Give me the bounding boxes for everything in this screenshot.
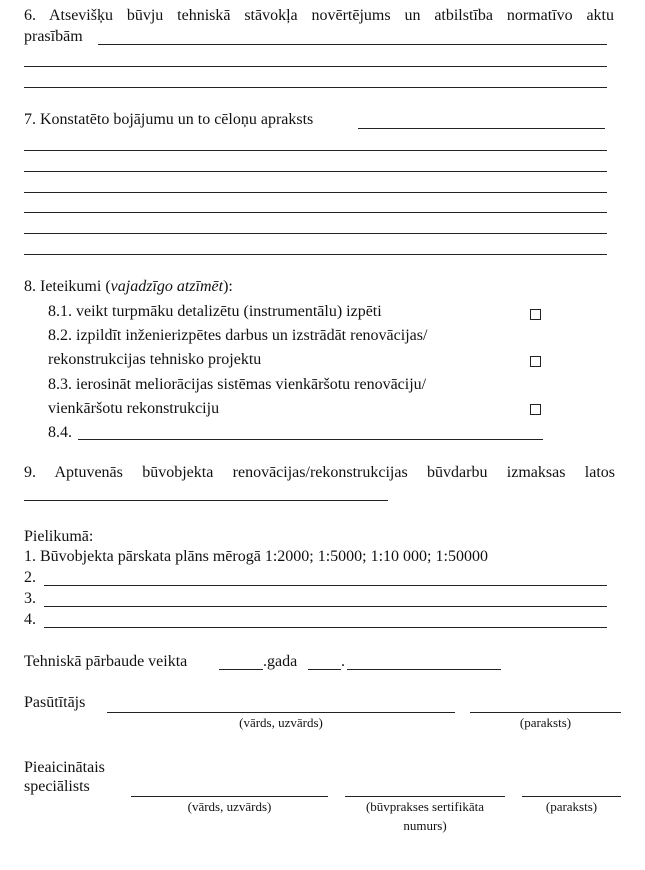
specialist-cert-caption: (būvprakses sertifikāta xyxy=(365,799,485,814)
heading-italic: vajadzīgo atzīmēt xyxy=(110,278,224,295)
client-name-field[interactable] xyxy=(107,712,455,713)
section-6-title-cont: prasībām xyxy=(24,28,83,45)
specialist-label-cont: speciālists xyxy=(24,778,90,795)
inspection-label: Tehniskā pārbaude veikta xyxy=(24,653,188,670)
specialist-cert-caption-cont: numurs) xyxy=(403,818,447,833)
specialist-signature-caption: (paraksts) xyxy=(545,799,598,814)
section-7-field-line[interactable] xyxy=(24,212,607,213)
attachment-4-label: 4. xyxy=(24,611,36,628)
section-7-field-line[interactable] xyxy=(24,150,607,151)
section-7-title: 7. Konstatēto bojājumu un to cēloņu apraksts xyxy=(24,111,314,128)
recommendation-8-1: 8.1. veikt turpmāku detalizētu (instrumentālu) izpēti xyxy=(48,303,382,320)
attachment-1: 1. Būvobjekta pārskata plāns mērogā 1:2000; 1:5000; 1:10 000; 1:50000 xyxy=(24,548,488,565)
inspection-day-field[interactable] xyxy=(308,669,341,670)
specialist-label: Pieaicinātais xyxy=(24,759,105,776)
attachment-2-field[interactable] xyxy=(44,585,607,586)
section-7-field[interactable] xyxy=(358,128,605,129)
inspection-dot: . xyxy=(341,653,345,670)
attachments-heading: Pielikumā: xyxy=(24,528,94,545)
section-9-field[interactable] xyxy=(24,500,388,501)
heading-text: ): xyxy=(223,278,233,295)
client-signature-caption: (paraksts) xyxy=(519,715,572,730)
specialist-name-caption: (vārds, uzvārds) xyxy=(187,799,272,814)
client-label: Pasūtītājs xyxy=(24,694,86,711)
section-7-field-line[interactable] xyxy=(24,233,607,234)
section-7-field-line[interactable] xyxy=(24,254,607,255)
recommendation-8-2-cont: rekonstrukcijas tehnisko projektu xyxy=(48,351,262,368)
inspection-year-field[interactable] xyxy=(219,669,263,670)
recommendation-8-4-field[interactable] xyxy=(78,439,543,440)
section-9-title: 9. Aptuvenās būvobjekta renovācijas/rekonstrukcijas būvdarbu izmaksas latos xyxy=(24,464,615,481)
section-6-field[interactable] xyxy=(98,44,607,45)
specialist-signature-field[interactable] xyxy=(522,796,621,797)
recommendation-8-3: 8.3. ierosināt meliorācijas sistēmas vienkāršotu renovāciju/ xyxy=(48,376,427,393)
recommendation-8-3-cont: vienkāršotu rekonstrukciju xyxy=(48,400,220,417)
recommendation-8-4-label: 8.4. xyxy=(48,424,72,441)
inspection-month-field[interactable] xyxy=(347,669,501,670)
section-6-field-line[interactable] xyxy=(24,87,607,88)
attachment-3-field[interactable] xyxy=(44,606,607,607)
checkbox-8-2[interactable] xyxy=(530,356,541,367)
attachment-4-field[interactable] xyxy=(44,627,607,628)
section-6-title: 6. Atsevišķu būvju tehniskā stāvokļa novērtējums un atbilstība normatīvo aktu xyxy=(24,7,614,24)
section-8-title xyxy=(24,278,233,296)
inspection-year-suffix: .gada xyxy=(263,653,298,670)
attachment-3-label: 3. xyxy=(24,590,36,607)
recommendation-8-2: 8.2. izpildīt inženierizpētes darbus un izstrādāt renovācijas/ xyxy=(48,327,428,344)
checkbox-8-1[interactable] xyxy=(530,309,541,320)
client-signature-field[interactable] xyxy=(470,712,621,713)
specialist-name-field[interactable] xyxy=(131,796,328,797)
section-6-field-line[interactable] xyxy=(24,66,607,67)
section-7-field-line[interactable] xyxy=(24,192,607,193)
heading-text: 8. Ieteikumi ( xyxy=(24,278,111,295)
checkbox-8-3[interactable] xyxy=(530,404,541,415)
attachment-2-label: 2. xyxy=(24,569,36,586)
section-7-field-line[interactable] xyxy=(24,171,607,172)
specialist-cert-field[interactable] xyxy=(345,796,505,797)
client-name-caption: (vārds, uzvārds) xyxy=(239,715,323,730)
